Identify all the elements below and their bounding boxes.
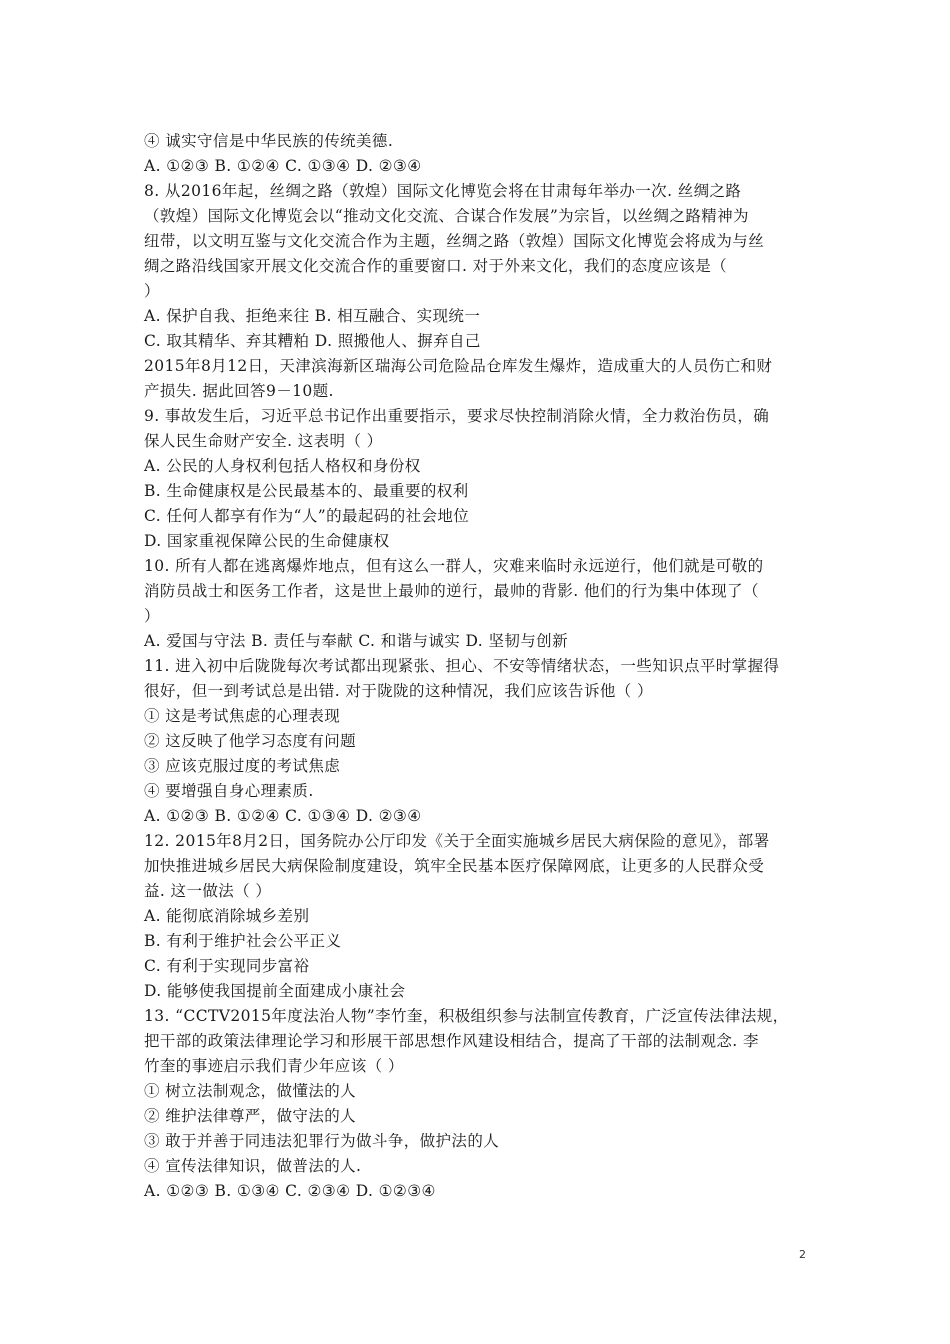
text-line: 消防员战士和医务工作者，这是世上最帅的逆行，最帅的背影. 他们的行为集中体现了（ (144, 582, 759, 600)
text-line: C. 有利于实现同步富裕 (144, 957, 310, 975)
text-line: ② 这反映了他学习态度有问题 (144, 732, 357, 750)
text-line: 产损失. 据此回答9－10题. (144, 382, 334, 400)
text-line: ③ 敢于并善于同违法犯罪行为做斗争，做护法的人 (144, 1132, 500, 1150)
text-line: A. 能彻底消除城乡差别 (144, 907, 310, 925)
text-line: 10. 所有人都在逃离爆炸地点，但有这么一群人，灾难来临时永远逆行，他们就是可敬的 (144, 557, 764, 575)
text-line: ） (144, 282, 160, 300)
text-line: 加快推进城乡居民大病保险制度建设，筑牢全民基本医疗保障网底，让更多的人民群众受 (144, 857, 765, 875)
text-line: A. ①②③ B. ①②④ C. ①③④ D. ②③④ (144, 157, 422, 175)
text-line: A. 公民的人身权利包括人格权和身份权 (144, 457, 421, 475)
text-line: A. ①②③ B. ①②④ C. ①③④ D. ②③④ (144, 807, 422, 825)
text-line: 绸之路沿线国家开展文化交流合作的重要窗口. 对于外来文化，我们的态度应该是（ (144, 257, 728, 275)
text-line: 13. “CCTV2015年度法治人物”李竹奎，积极组织参与法制宣传教育，广泛宣传法律法规， (144, 1007, 789, 1025)
text-line: ） (144, 607, 160, 625)
text-line: （敦煌）国际文化博览会以“推动文化交流、合谋合作发展”为宗旨，以丝绸之路精神为 (144, 207, 749, 225)
text-line: ① 这是考试焦虑的心理表现 (144, 707, 341, 725)
text-line: 很好，但一到考试总是出错. 对于陇陇的这种情况，我们应该告诉他（ ） (144, 682, 653, 700)
text-line: A. 爱国与守法 B. 责任与奉献 C. 和谐与诚实 D. 坚韧与创新 (144, 632, 568, 650)
text-line: ① 树立法制观念，做懂法的人 (144, 1082, 357, 1100)
text-line: D. 国家重视保障公民的生命健康权 (144, 532, 390, 550)
text-line: A. 保护自我、拒绝来往 B. 相互融合、实现统一 (144, 307, 481, 325)
text-line: D. 能够使我国提前全面建成小康社会 (144, 982, 406, 1000)
text-line: ④ 宣传法律知识，做普法的人. (144, 1157, 362, 1175)
text-line: B. 有利于维护社会公平正义 (144, 932, 342, 950)
text-line: C. 任何人都享有作为“人”的最起码的社会地位 (144, 507, 470, 525)
text-line: 12. 2015年8月2日，国务院办公厅印发《关于全面实施城乡居民大病保险的意见》，部署 (144, 832, 770, 850)
page-number: 2 (799, 1248, 806, 1261)
text-line: A. ①②③ B. ①③④ C. ②③④ D. ①②③④ (144, 1182, 436, 1200)
text-line: 保人民生命财产安全. 这表明（ ） (144, 432, 383, 450)
text-line: 纽带，以文明互鉴与文化交流合作为主题，丝绸之路（敦煌）国际文化博览会将成为与丝 (144, 232, 765, 250)
text-line: 把干部的政策法律理论学习和形展干部思想作风建设相结合，提高了干部的法制观念. 李 (144, 1032, 759, 1050)
text-line: ② 维护法律尊严，做守法的人 (144, 1107, 357, 1125)
text-line: C. 取其精华、弃其糟粕 D. 照搬他人、摒弃自己 (144, 332, 481, 350)
text-line: 竹奎的事迹启示我们青少年应该（ ） (144, 1057, 404, 1075)
text-line: 11. 进入初中后陇陇每次考试都出现紧张、担心、不安等情绪状态，一些知识点平时掌握得 (144, 657, 780, 675)
text-line: ④ 诚实守信是中华民族的传统美德. (144, 132, 394, 150)
text-line: 益. 这一做法（ ） (144, 882, 272, 900)
text-line: ③ 应该克服过度的考试焦虑 (144, 757, 341, 775)
text-line: B. 生命健康权是公民最基本的、最重要的权利 (144, 482, 469, 500)
text-line: 9. 事故发生后，习近平总书记作出重要指示，要求尽快控制消除火情，全力救治伤员，确 (144, 407, 770, 425)
text-line: 8. 从2016年起，丝绸之路（敦煌）国际文化博览会将在甘肃每年举办一次. 丝绸之路 (144, 182, 742, 200)
text-line: 2015年8月12日，天津滨海新区瑞海公司危险品仓库发生爆炸，造成重大的人员伤亡和财 (144, 357, 773, 375)
text-line: ④ 要增强自身心理素质. (144, 782, 314, 800)
